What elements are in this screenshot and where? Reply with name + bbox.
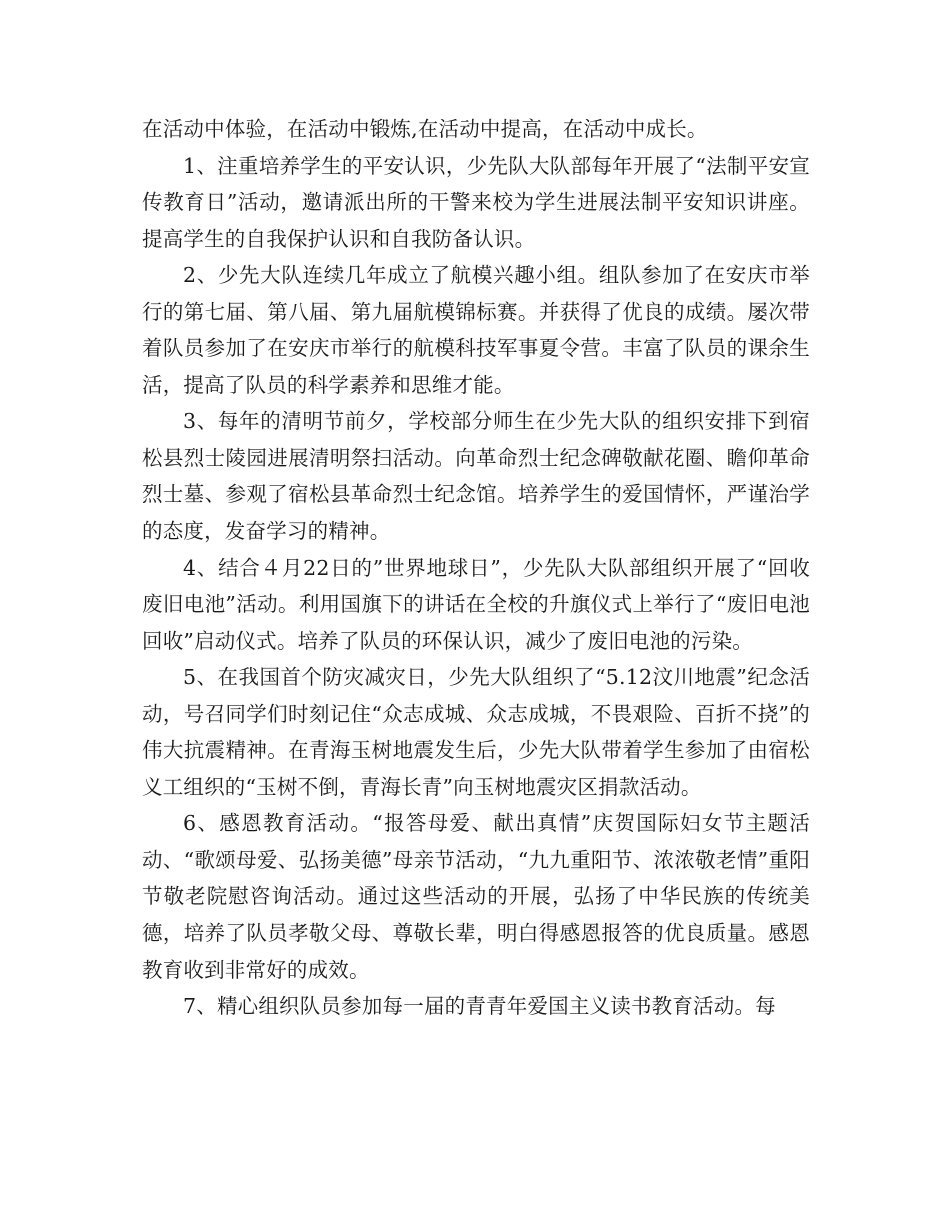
paragraph-item-4: 4、结合４月22日的”世界地球日”，少先队大队部组织开展了“回收废旧电池”活动。利用国旗下的讲话在全校的升旗仪式上举行了“废旧电池回收”启动仪式。培养了队员的环保认识，减少了废旧电池的污染。: [142, 555, 810, 653]
paragraph-item-3: 3、每年的清明节前夕，学校部分师生在少先大队的组织安排下到宿松县烈士陵园进展清明祭扫活动。向革命烈士纪念碑敬献花圈、瞻仰革命烈士墓、参观了宿松县革命烈士纪念馆。培养学生的爱国情怀，严谨治学的态度，发奋学习的精神。: [142, 409, 810, 544]
paragraph-item-7: 7、精心组织队员参加每一届的青青年爱国主义读书教育活动。每: [183, 994, 776, 1019]
paragraph-continuation: 在活动中体验，在活动中锻炼,在活动中提高，在活动中成长。: [142, 117, 708, 141]
paragraph-item-5: 5、在我国首个防灾减灾日，少先大队组织了“5.12汶川地震”纪念活动，号召同学们时刻记住“众志成城、众志成城，不畏艰险、百折不挠”的伟大抗震精神。在青海玉树地震发生后，少先大队带着学生参加了由宿松义工组织的“玉树不倒，青海长青”向玉树地震灾区捐款活动。: [142, 665, 810, 799]
document-body: [142, 111, 810, 1025]
paragraph-item-1: 1、注重培养学生的平安认识，少先队大队部每年开展了“法制平安宣传教育日”活动，邀请派出所的干警来校为学生进展法制平安知识讲座。提高学生的自我保护认识和自我防备认识。: [142, 153, 810, 251]
paragraph-item-6: 6、感恩教育活动。“报答母爱、献出真情”庆贺国际妇女节主题活动、“歌颂母爱、弘扬美德”母亲节活动，“九九重阳节、浓浓敬老情”重阳节敬老院慰咨询活动。通过这些活动的开展，弘扬了中华民族的传统美德，培养了队员孝敬父母、尊敬长辈，明白得感恩报答的优良质量。感恩教育收到非常好的成效。: [142, 811, 810, 982]
paragraph-item-2: 2、少先大队连续几年成立了航模兴趣小组。组队参加了在安庆市举行的第七届、第八届、第九届航模锦标赛。并获得了优良的成绩。屡次带着队员参加了在安庆市举行的航模科技军事夏令营。丰富了队员的课余生活，提高了队员的科学素养和思维才能。: [142, 263, 810, 397]
